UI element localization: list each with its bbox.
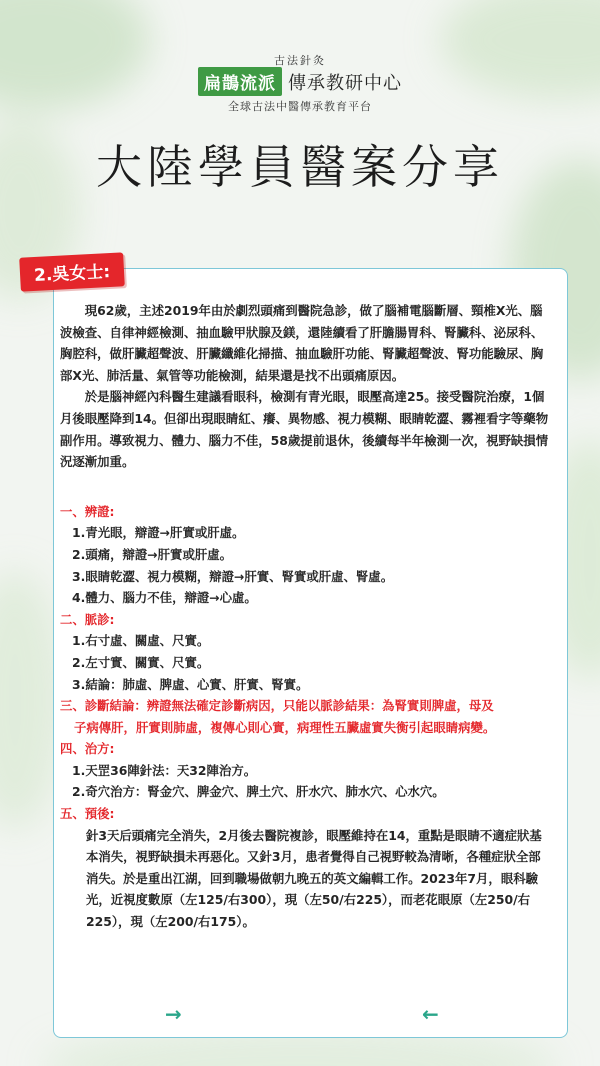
diagnosis-conclusion-cont: 子病傳肝，肝實則肺虛，複傳心則心實，病理性五臟虛實失衡引起眼睛病變。	[74, 719, 496, 735]
pulse-item: 2.左寸實、關實、尺實。	[72, 654, 210, 670]
logo	[0, 67, 600, 96]
case-paragraph: 於是腦神經內科醫生建議看眼科，檢測有青光眼，眼壓高達25。接受醫院治療，1個月後眼壓降到14。但卻出現眼睛紅、癢、異物感、視力模糊、眼睛乾澀、霧裡看字等藥物副作用。導致視力、體力、腦力不佳，58歲提前退休，後續每半年檢測一次，視野缺損情況逐漸加重。	[60, 389, 549, 470]
diagnosis-conclusion: 三、診斷結論：辨證無法確定診斷病因，只能以脈診結果：為腎實則脾虛，母及	[60, 698, 494, 714]
prognosis-text: 針3天后頭痛完全消失，2月後去醫院複診，眼壓維持在14，重點是眼睛不適症狀基本消失，視野缺損未再惡化。又針3月，患者覺得自己視野較為清晰，各種症狀全部消失。於是重出江湖，回到職場做朝九晚五的英文編輯工作。2023年7月，眼科驗光，近視度數原（左125/右300），現（左50/右225），而老花眼原（左250/右225），現（左200/右175）。	[86, 827, 542, 930]
pulse-item: 1.右寸虛、關虛、尺實。	[72, 633, 210, 649]
section-heading-prognosis: 五、預後:	[60, 806, 115, 822]
diagnosis-item: 3.眼睛乾澀、視力模糊，辯證→肝實、腎實或肝虛、腎虛。	[72, 568, 394, 584]
case-content	[60, 300, 550, 933]
diagnosis-item: 2.頭痛，辯證→肝實或肝虛。	[72, 546, 233, 562]
logo-brand: 扁鵲流派	[198, 67, 282, 96]
treatment-item: 2.奇穴治方：腎金穴、脾金穴、脾土穴、肝水穴、肺水穴、心水穴。	[72, 784, 445, 800]
patient-name-tag: 2.吳女士:	[19, 252, 125, 291]
section-heading-diagnosis: 一、辨證:	[60, 503, 115, 519]
logo-org-name: 傳承教研中心	[288, 72, 402, 94]
pulse-item: 3.結論：肺虛、脾虛、心實、肝實、腎實。	[72, 676, 309, 692]
diagnosis-item: 1.青光眼，辯證→肝實或肝虛。	[72, 525, 245, 541]
diagnosis-item: 4.體力、腦力不佳，辯證→心虛。	[72, 590, 257, 606]
section-heading-pulse: 二、脈診:	[60, 611, 115, 627]
logo-subtitle: 全球古法中醫傳承教育平台	[228, 100, 372, 113]
next-arrow-icon[interactable]: →	[165, 1002, 182, 1026]
section-heading-treatment: 四、治方:	[60, 741, 115, 757]
page-header	[0, 0, 600, 210]
case-paragraph: 現62歲，主述2019年由於劇烈頭痛到醫院急診，做了腦補電腦斷層、頸椎X光、腦波檢查、自律神經檢測、抽血驗甲狀腺及鎂，還陸續看了肝膽腸胃科、腎臟科、泌尿科、胸腔科，做肝臟超聲波、肝臟纖維化掃描、抽血驗肝功能、腎臟超聲波、腎功能驗尿、胸部X光、肺活量、氣管等功能檢測，結果還是找不出頭痛原因。	[60, 303, 544, 383]
logo-small-text: 古法針灸	[274, 54, 326, 67]
prev-arrow-icon[interactable]: ←	[422, 1002, 439, 1026]
treatment-item: 1.天罡36陣針法：天32陣治方。	[72, 762, 257, 778]
page-title: 大陸學員醫案分享	[96, 140, 504, 194]
